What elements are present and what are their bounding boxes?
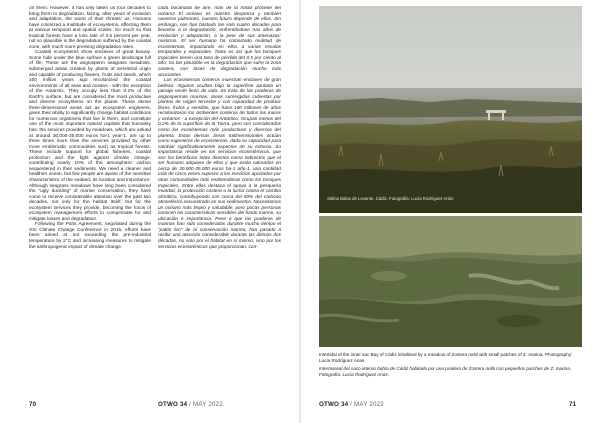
magazine-name: OTWO 34 [158, 401, 188, 408]
issue-date: MAY 2022 [193, 401, 223, 408]
salt-marsh-image [319, 6, 582, 213]
english-paragraph: Coastal ecosystems show enclaves of great beauty. Some hide under the blue surface a green landscape full of life. These are the angiosperm seagrass meadows, submerged areas created by plants of terrestrial origin and capable of producing flowers, fruits and seeds, which 100 million years ago recolonized the coastal environments of all seas and oceans - with the exception of the Antarctic. They occupy less than 0.2% of the Earth's surface, but are considered the most productive and diverse ecosystems on the planet. These dense three-dimensional areas act as ecosystem engineers, given their ability to significantly change habitat conditions for numerous organisms that live in them, and constitute one of the most important natural capitals that humanity has: the services provided by meadows, which are valued at around 30,000-35,000 euros ha-1 year-1, are up to three times more than the services provided by other more emblematic communities such as tropical forests. These include support for global fisheries, coastal protection and the fight against climate change, contributing nearly 10% of the atmospheric carbon sequestered in their sediments. We need a cleaner and healthier ocean, but few people are aware of the sensitive characteristics of the seabed, its location and importance. Although seagrass meadows have long been considered the "ugly duckling" of marine conservation, they have come to receive considerable attention over the past two decades, not only for the habitat itself, but for the ecosystem services they provide, becoming the focus of ecosystem management efforts to compensate for and mitigate losses and degradation. [29, 50, 151, 222]
page-number: 71 [569, 401, 577, 408]
photo-caption-english: Intertidal of the inner sac Bay of Cádiz inhabited by a meadow of Zostera noltii with small patches of Z. marina. Photography: Lucía Rodríguez Arias. [319, 352, 573, 363]
photo-credit: Salina Balsa de Levante, Cádiz. Fotografía: Lucía Rodríguez Arias [327, 196, 454, 201]
english-paragraph: Following the Paris Agreement, negotiated during the XXI Climate Change Conference in 2015, efforts have been aimed at not exceeding the pre-industrial temperature by 2°C and increasing measures to mitigate the anthropogenic impact of climate change. [29, 222, 151, 250]
magazine-name: OTWO 34 [319, 401, 349, 408]
issue-date: MAY 2022 [354, 401, 384, 408]
salt-marsh-photo [319, 6, 582, 213]
right-footer-masthead [319, 401, 384, 408]
left-footer-masthead [158, 401, 223, 408]
intertidal-meadow-image [319, 216, 582, 347]
right-page [301, 0, 600, 423]
left-page [0, 0, 299, 423]
english-paragraph: on them. However, it has only taken us four decades to bring them to degradation, facing, after years of evolution and adaptation, the worst of their threats: us. Humans have colonized a multitude of ecosystems, affecting them at various temporal and spatial scales. So much so that tropical forests have a loss rate of 0.5 percent per year, not so plausible is the degradation suffered by the coastal zone, with much more pressing degradation rates. [29, 6, 151, 50]
footer-separator: / [189, 401, 192, 408]
left-page-number [29, 401, 36, 408]
spanish-paragraph: cada bocanada de aire, más de la mitad procede del océano! El océano es nuestro despensa y también nuestros pulmones, nuestro futuro depende de ellos. Sin embargo, nos han bastado tan solo cuatro décadas para llevarlos a la degradación, enfrentándose tras años de evolución y adaptación, a la peor de sus amenazas: nosotros. El ser humano ha colonizado multitud de ecosistemas, impactando en ellos a varias escalas temporales y espaciales. Tanto es así que los bosques tropicales tienen una tasa de pérdida del 0,5 por ciento al año; no tan plausible es la degradación que sufre la zona costera, con tasas de degradación mucho más acuciantes. [158, 6, 281, 78]
spanish-paragraph: Los ecosistemas costeros muestran enclaves de gran belleza. Algunos ocultan bajo la superficie azulada un paisaje verde lleno de vida. Se trata de las praderas de angiospermas marinas, áreas sumergidas cubiertas por plantas de origen terrestre y con capacidad de producir flores, frutos y semillas, que hace 100 millones de años recolonizaron los ambientes costeros de todos los mares y océanos - a excepción del Antártico. Ocupan menos del 0,2% de la superficie de la Tierra, pero son considerados como los ecosistemas más productivos y diversos del planeta. Estas densas áreas tridimensionales actúan como ingenieros de ecosistemas, dada su capacidad para cambiar significativamente aspectos de su entorno. Su importancia reside en los servicios ecosistémicos, que son los beneficios tanto directos como indirectos que el ser humano adquiere de ellos y que están valorados en cerca de 30.000-35.000 euros ha-1 año-1, una cantidad más de cinco veces superior a los servicios aportados por otras comunidades más emblemáticas como los bosques tropicales. Entre ellos destaca el apoyo a la pesquería mundial, la protección costera o la lucha contra el cambio climático, contribuyendo con cerca del 50% del carbono atmosférico secuestrado en sus sedimentos. Necesitamos un océano más limpio y saludable, pero pocas personas conocen las características sensibles del fondo marino, su ubicación e importancia. Pese a que las praderas de marinas han sido consideradas durante mucho tiempo el "patito feo" de la conservación marina, han pasado a recibir una atención considerable durante las últimas dos décadas, no solo por el hábitat en sí mismo, sino por los servicios ecosistémicos que proporcionan, con- [158, 78, 281, 250]
spanish-text-column [158, 6, 281, 394]
page-number: 70 [29, 401, 37, 408]
intertidal-meadow-photo [319, 216, 582, 347]
right-page-number [569, 401, 576, 408]
english-text-column [29, 6, 151, 394]
footer-separator: / [350, 401, 353, 408]
photo-caption-spanish: Intermareal del saco interno bahía de Cádiz habitado por una pradera de Zostera noltii con pequeños parches de Z. marina. Fotografía: Lucía Rodríguez Arias. [319, 366, 572, 377]
